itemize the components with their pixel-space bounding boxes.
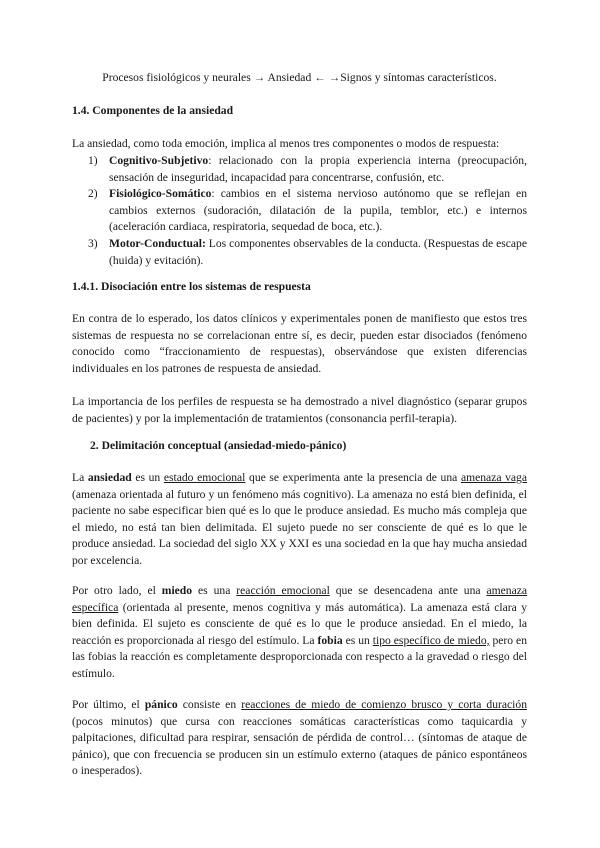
list-number: 1) — [88, 154, 98, 167]
underlined-reacciones-miedo: reacciones de miedo de comienzo brusco y corta duración — [241, 698, 527, 711]
list-number: 2) — [88, 187, 98, 201]
paragraph-disociacion: En contra de lo esperado, los datos clínicos y experimentales ponen de manifiesto que estos tres sistemas de respuesta no se correlacionan entre sí, es decir, pueden estar disociados (fenómeno conocido como “fraccionamiento de respuestas), observándose que existen diferencias individuales en los patrones de respuesta de ansiedad. — [72, 312, 527, 375]
intro-line: Procesos fisiológicos y neurales → Ansiedad ← →Signos y síntomas característicos. — [102, 71, 497, 84]
term-miedo: miedo — [161, 584, 193, 597]
text-run: es una — [192, 584, 237, 597]
text-run: es un — [131, 471, 164, 484]
components-list — [72, 153, 527, 269]
text-run: La — [72, 471, 88, 484]
term-cognitivo: Cognitivo-Subjetivo — [109, 154, 209, 167]
underlined-tipo-especifico: tipo específico de miedo, — [372, 633, 490, 647]
text-run: (pocos minutos) que cursa con reacciones somáticas características como taquicardia y palpitaciones, dificultad para respirar, sensación de pérdida de control… (síntomas de ataque de pánico), que con frecuencia se producen sin un estímulo externo (ataques de pánico espontáneos o inesperados). — [72, 714, 527, 778]
term-fisiologico: Fisiológico-Somático — [109, 187, 212, 201]
text-run: Por otro lado, el — [72, 584, 162, 597]
list-item — [72, 186, 527, 236]
paragraph-ansiedad — [72, 470, 527, 570]
heading-1-4-1: 1.4.1. Disociación entre los sistemas de respuesta — [72, 280, 311, 293]
paragraph-perfiles: La importancia de los perfiles de respuesta se ha demostrado a nivel diagnóstico (separar grupos de pacientes) y por la implementación de tratamientos (consonancia perfil-terapia). — [72, 395, 527, 425]
underlined-reaccion-emocional: reacción emocional — [236, 584, 330, 597]
paragraph-miedo — [72, 583, 527, 683]
underlined-amenaza-especifica: amenaza específica — [72, 584, 528, 614]
item-text: : cambios en el sistema nervioso autónomo que se reflejan en cambios externos (sudoración, dilatación de la pupila, temblor, etc.) e internos (aceleración cardiaca, respiratoria, sequedad de boca, etc.). — [109, 187, 527, 234]
list-item — [72, 236, 527, 269]
term-ansiedad: ansiedad — [87, 471, 132, 484]
list-number: 3) — [88, 236, 98, 250]
paragraph-panico — [72, 697, 527, 780]
text-run: que se desencadena ante una — [329, 584, 487, 597]
text-run: Por último, el — [72, 698, 145, 711]
list-item — [72, 153, 527, 186]
text-run: pero en las fobias la reacción es completamente desproporcionada con respecto a la gravedad o riesgo del estímulo. — [72, 633, 528, 680]
underlined-amenaza-vaga: amenaza vaga — [460, 471, 527, 484]
components-intro: La ansiedad, como toda emoción, implica al menos tres componentes o modos de respuesta: — [72, 137, 500, 150]
term-motor: Motor-Conductual: — [109, 236, 206, 250]
item-text: : relacionado con la propia experiencia interna (preocupación, sensación de inseguridad, incapacidad para concentrarse, confusión, etc. — [109, 154, 527, 184]
term-fobia: fobia — [317, 633, 343, 647]
text-run: es un — [342, 633, 373, 647]
item-text: Los componentes observables de la conducta. (Respuestas de escape (huida) y evitación). — [109, 236, 527, 267]
heading-1-4: 1.4. Componentes de la ansiedad — [72, 104, 234, 117]
text-run: (amenaza orientada al futuro y un fenómeno más cognitivo). La amenaza no está bien definida, el paciente no sabe especificar bien qué es lo que le produce ansiedad. Es mucho más compleja que el miedo, no está tan bien delimitada. El sujeto puede no ser consciente de qué es lo que le produce ansiedad. La sociedad del siglo XX y XXI es una sociedad en la que hay mucha ansiedad por excelencia. — [72, 487, 527, 567]
underlined-estado-emocional: estado emocional — [163, 471, 246, 484]
term-panico: pánico — [144, 698, 178, 711]
text-run: que se experimenta ante la presencia de una — [245, 471, 461, 484]
text-run: consiste en — [177, 698, 242, 711]
heading-2: 2. Delimitación conceptual (ansiedad-miedo-pánico) — [90, 439, 347, 452]
text-run: (orientada al presente, menos cognitiva y más automática). La amenaza está clara y bien definida. El sujeto es consciente de qué es lo que le produce ansiedad. En el miedo, la reacción es proporcionada al riesgo del estímulo. La — [72, 600, 527, 647]
